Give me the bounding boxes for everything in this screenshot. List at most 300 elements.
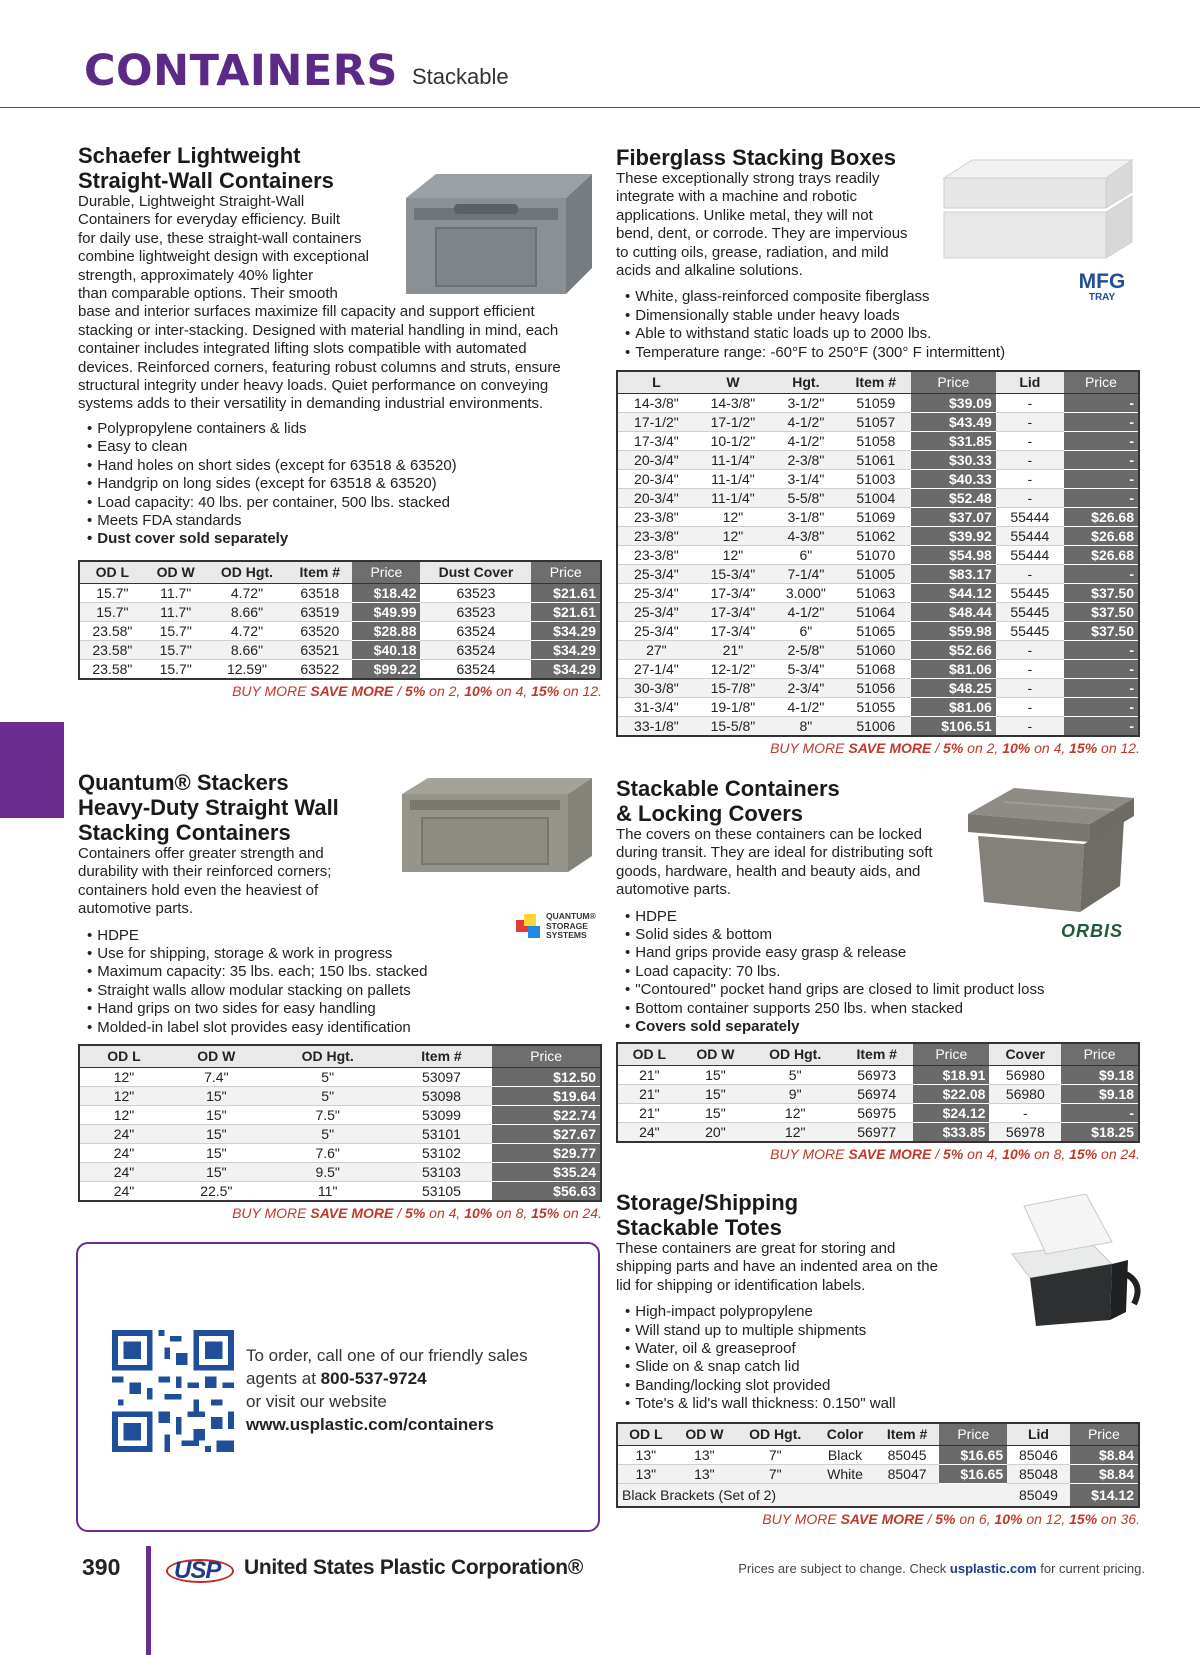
schaefer-title-line2: Straight-Wall Containers [78, 168, 334, 193]
promo-text: SAVE MORE [848, 1145, 932, 1162]
table-cell: 15-5/8" [695, 716, 771, 736]
table-cell: 2-3/4" [771, 678, 841, 697]
table-cell: 17-3/4" [695, 583, 771, 602]
table-cell: 12" [79, 1067, 168, 1086]
desc-line: integrate with a machine and robotic [616, 188, 857, 206]
table-cell: 55444 [996, 545, 1064, 564]
feature-item: • Dimensionally stable under heavy loads [625, 307, 1136, 325]
table-cell: 33-1/8" [617, 716, 695, 736]
table-cell: 24" [79, 1143, 168, 1162]
promo-text: / [923, 1511, 936, 1527]
table-row [617, 1084, 1139, 1103]
promo-text: on 4, [425, 1204, 465, 1221]
feature-item: • Load capacity: 40 lbs. per container, 500 lbs. stacked [87, 494, 600, 512]
bracket-label: Black Brackets (Set of 2) [617, 1483, 1007, 1507]
promo-text: on 2, [425, 682, 465, 699]
feature-item: • High-impact polypropylene [625, 1303, 1136, 1321]
table-cell: 11-1/4" [695, 469, 771, 488]
price-cell: - [1064, 469, 1139, 488]
price-cell: $52.66 [911, 640, 996, 659]
promo-text: 10% [464, 1204, 493, 1221]
table-cell: 30-3/8" [617, 678, 695, 697]
price-cell: $49.99 [352, 602, 420, 621]
table-row [617, 640, 1139, 659]
table-cell: 15.7" [145, 640, 207, 659]
table-cell: 63518 [287, 583, 352, 602]
fiberglass-promo [616, 740, 1140, 756]
col-header: Dust Cover [420, 561, 531, 583]
col-header: Hgt. [771, 371, 841, 393]
desc-line: acids and alkaline solutions. [616, 262, 803, 280]
quantum-title-line3: Stacking Containers [78, 820, 291, 845]
price-cell: $48.44 [911, 602, 996, 621]
desc-line: combine lightweight design with exceptional [78, 248, 370, 266]
table-row [617, 450, 1139, 469]
col-header: OD L [617, 1423, 674, 1445]
table-cell: 53102 [391, 1143, 493, 1162]
col-header: W [695, 371, 771, 393]
table-cell: 15" [681, 1084, 750, 1103]
desc-line: for daily use, these straight-wall containers [78, 229, 362, 247]
price-cell: $22.08 [913, 1084, 989, 1103]
table-cell: 23-3/8" [617, 545, 695, 564]
col-header: OD W [681, 1043, 750, 1065]
promo-text: 15% [1069, 1511, 1098, 1527]
table-cell: 6" [771, 621, 841, 640]
promo-text: / [931, 1145, 944, 1162]
order-website-link[interactable]: www.usplastic.com/containers [246, 1415, 494, 1434]
feature-item: • HDPE [625, 908, 1136, 926]
promo-text: on 12, [1022, 1511, 1070, 1527]
price-cell: $9.18 [1061, 1084, 1139, 1103]
desc-line: during transit. They are ideal for distributing soft [616, 844, 933, 862]
desc-line: stacking or inter-stacking. Designed with material handling in mind, each [78, 321, 559, 339]
table-cell: 13" [674, 1445, 736, 1464]
table-cell: 55445 [996, 621, 1064, 640]
price-cell: $29.77 [492, 1143, 601, 1162]
totes-table-wrap [616, 1422, 1140, 1527]
promo-text: SAVE MORE [840, 1511, 924, 1527]
quantum-logo-mark [514, 912, 544, 942]
desc-line: bend, dent, or corrode. They are impervious [616, 225, 908, 243]
table-cell: 63524 [420, 621, 531, 640]
table-cell: 5" [265, 1086, 391, 1105]
promo-text: 15% [1069, 739, 1098, 756]
table-cell: 19-1/8" [695, 697, 771, 716]
table-cell: 3.000" [771, 583, 841, 602]
desc-line: shipping parts and have an indented area on the [616, 1258, 938, 1276]
price-cell: $40.18 [352, 640, 420, 659]
table-row [617, 1445, 1139, 1464]
table-cell: 5-5/8" [771, 488, 841, 507]
section-tab [0, 722, 64, 818]
col-header: Item # [391, 1045, 493, 1067]
price-cell: $26.68 [1064, 507, 1139, 526]
table-row [79, 1086, 601, 1105]
table-cell: 23-3/8" [617, 507, 695, 526]
price-cell: $18.42 [352, 583, 420, 602]
table-row [617, 678, 1139, 697]
price-cell: - [1064, 431, 1139, 450]
table-cell: 22.5" [168, 1181, 265, 1201]
col-header: OD Hgt. [265, 1045, 391, 1067]
desc-line: than comparable options. Their smooth [78, 285, 338, 303]
table-cell: 15.7" [79, 583, 145, 602]
price-cell: - [1064, 488, 1139, 507]
desc-line: These containers are great for storing and [616, 1240, 896, 1257]
promo-text: SAVE MORE [310, 1204, 394, 1221]
table-row [617, 697, 1139, 716]
table-row [617, 1464, 1139, 1483]
promo-text: 10% [464, 682, 493, 699]
table-cell: 17-3/4" [695, 602, 771, 621]
table-row [617, 393, 1139, 412]
table-cell: 85047 [875, 1464, 940, 1483]
table-cell: 4-1/2" [771, 412, 841, 431]
feature-item: • Straight walls allow modular stacking on pallets [87, 982, 600, 1000]
table-cell: 51065 [841, 621, 911, 640]
feature-item: • Will stand up to multiple shipments [625, 1322, 1136, 1340]
table-row [79, 1143, 601, 1162]
col-header: OD W [168, 1045, 265, 1067]
table-cell: 51070 [841, 545, 911, 564]
desc-line: durability with their reinforced corners; [78, 863, 332, 881]
table-row [79, 583, 601, 602]
table-cell: 25-3/4" [617, 602, 695, 621]
table-row [617, 412, 1139, 431]
quantum-price-table [78, 1044, 602, 1202]
table-cell: 7" [735, 1445, 815, 1464]
table-cell: 5" [265, 1067, 391, 1086]
table-cell: 85048 [1007, 1464, 1070, 1483]
table-cell: 24" [79, 1162, 168, 1181]
table-cell: 63523 [420, 602, 531, 621]
table-row [617, 488, 1139, 507]
page-title: CONTAINERS [84, 46, 398, 96]
table-cell: 15-3/4" [695, 564, 771, 583]
table-row [79, 1124, 601, 1143]
table-cell: 5" [750, 1065, 840, 1084]
table-cell: 24" [617, 1122, 681, 1142]
table-cell: 17-1/2" [617, 412, 695, 431]
feature-item: • Water, oil & greaseproof [625, 1340, 1136, 1358]
logo-text: SYSTEMS [546, 930, 587, 940]
feature-item: • Temperature range: -60°F to 250°F (300° F intermittent) [625, 344, 1136, 362]
table-cell: 15-7/8" [695, 678, 771, 697]
col-header: Color [815, 1423, 874, 1445]
table-cell: 23.58" [79, 659, 145, 679]
col-header: Price [1064, 371, 1139, 393]
order-line: or visit our website [246, 1392, 387, 1411]
desc-line: strength, approximately 40% lighter [78, 266, 314, 284]
table-cell: 4.72" [207, 621, 288, 640]
promo-text: BUY MORE [770, 739, 849, 756]
table-cell: 5" [265, 1124, 391, 1143]
promo-text: 15% [531, 1204, 560, 1221]
table-cell: 10-1/2" [695, 431, 771, 450]
price-cell: $33.85 [913, 1122, 989, 1142]
col-header: OD L [79, 1045, 168, 1067]
usplastic-link[interactable]: usplastic.com [949, 1561, 1037, 1576]
table-cell: 51056 [841, 678, 911, 697]
promo-text: on 36. [1097, 1511, 1140, 1527]
table-cell: 51062 [841, 526, 911, 545]
table-cell: - [996, 488, 1064, 507]
table-cell: 21" [695, 640, 771, 659]
table-cell: - [996, 450, 1064, 469]
feature-item: • "Contoured" pocket hand grips are closed to limit product loss [625, 981, 1136, 999]
price-cell: - [1064, 564, 1139, 583]
table-cell: 20-3/4" [617, 469, 695, 488]
col-header: Price [531, 561, 601, 583]
table-cell: 63522 [287, 659, 352, 679]
table-cell: 24" [79, 1124, 168, 1143]
table-cell: 53099 [391, 1105, 493, 1124]
table-row [79, 621, 601, 640]
table-cell: 15" [168, 1086, 265, 1105]
order-phone[interactable]: 800-537-9724 [320, 1369, 427, 1388]
quantum-logo-text [546, 912, 596, 941]
table-cell: 17-1/2" [695, 412, 771, 431]
col-header: OD L [617, 1043, 681, 1065]
promo-text: SAVE MORE [848, 739, 932, 756]
price-cell: $16.65 [939, 1464, 1007, 1483]
table-cell: 24" [79, 1181, 168, 1201]
desc-line: These exceptionally strong trays readily [616, 170, 880, 187]
table-cell: 23-3/8" [617, 526, 695, 545]
company-name: United States Plastic Corporation® [244, 1556, 583, 1579]
desc-line: Containers for everyday efficiency. Built [78, 211, 341, 229]
desc-line: structural integrity under heavy loads. Quiet performance on conveying [78, 377, 549, 395]
table-cell: 7-1/4" [771, 564, 841, 583]
price-cell: $16.65 [939, 1445, 1007, 1464]
promo-text: BUY MORE [232, 1204, 311, 1221]
price-cell: $40.33 [911, 469, 996, 488]
table-cell: 21" [617, 1103, 681, 1122]
fiberglass-title: Fiberglass Stacking Boxes [616, 145, 896, 170]
price-cell: - [1064, 716, 1139, 736]
table-cell: 14-3/8" [695, 393, 771, 412]
table-cell: 56977 [840, 1122, 913, 1142]
col-header: OD Hgt. [750, 1043, 840, 1065]
table-cell: 51003 [841, 469, 911, 488]
quantum-container-image [398, 776, 594, 876]
orbis-logo: ORBIS [1061, 921, 1124, 941]
desc-line: to cutting oils, grease, radiation, and mild [616, 243, 889, 261]
price-cell: $54.98 [911, 545, 996, 564]
feature-item: • Molded-in label slot provides easy identification [87, 1019, 600, 1037]
table-cell: 3-1/8" [771, 507, 841, 526]
table-cell: 2-5/8" [771, 640, 841, 659]
logo-text: QUANTUM® [546, 911, 596, 921]
table-cell: 55445 [996, 602, 1064, 621]
table-cell: 27" [617, 640, 695, 659]
promo-text: 10% [1002, 739, 1031, 756]
table-cell: 7.6" [265, 1143, 391, 1162]
locking-price-table [616, 1042, 1140, 1143]
col-header: Cover [989, 1043, 1061, 1065]
table-cell: White [815, 1464, 874, 1483]
price-cell: $24.12 [913, 1103, 989, 1122]
quantum-title-line1: Quantum® Stackers [78, 770, 289, 795]
price-cell: $37.50 [1064, 621, 1139, 640]
feature-item: • Hand grips on two sides for easy handling [87, 1000, 600, 1018]
price-cell: - [1064, 412, 1139, 431]
feature-item: • White, glass-reinforced composite fiberglass [625, 288, 1136, 306]
feature-item: • Bottom container supports 250 lbs. when stacked [625, 1000, 1136, 1018]
col-header: Price [492, 1045, 601, 1067]
usp-logo [166, 1556, 236, 1586]
price-cell: $99.22 [352, 659, 420, 679]
price-cell: $37.07 [911, 507, 996, 526]
promo-text: 5% [943, 739, 964, 756]
bracket-item: 85049 [1007, 1483, 1070, 1507]
table-cell: 7.5" [265, 1105, 391, 1124]
table-cell: - [996, 393, 1064, 412]
table-cell: 5-3/4" [771, 659, 841, 678]
table-row [617, 564, 1139, 583]
totes-price-table [616, 1422, 1140, 1508]
col-header: Item # [287, 561, 352, 583]
pricing-note [738, 1561, 1145, 1576]
totes-title-line1: Storage/Shipping [616, 1190, 799, 1215]
feature-item: • Load capacity: 70 lbs. [625, 963, 1136, 981]
table-row [617, 526, 1139, 545]
price-cell: $31.85 [911, 431, 996, 450]
price-cell: $37.50 [1064, 602, 1139, 621]
promo-text: / [393, 1204, 406, 1221]
table-cell: - [996, 431, 1064, 450]
table-cell: - [996, 697, 1064, 716]
price-cell: $8.84 [1070, 1464, 1139, 1483]
promo-text: on 8, [492, 1204, 532, 1221]
table-cell: 31-3/4" [617, 697, 695, 716]
table-row [617, 1483, 1139, 1507]
feature-item: • Polypropylene containers & lids [87, 420, 600, 438]
desc-line: Durable, Lightweight Straight-Wall [78, 193, 305, 210]
price-cell: $81.06 [911, 659, 996, 678]
promo-text: on 4, [1030, 739, 1070, 756]
promo-text: 5% [405, 1204, 426, 1221]
feature-item: • Use for shipping, storage & work in progress [87, 945, 600, 963]
mfg-tray-logo [1062, 272, 1142, 303]
desc-line: containers hold even the heaviest of [78, 881, 319, 899]
col-header: Item # [840, 1043, 913, 1065]
desc-line: lid for shipping or identification labels. [616, 1276, 866, 1294]
feature-item-bold: • Dust cover sold separately [87, 530, 600, 548]
table-row [617, 507, 1139, 526]
usp-logo-text: USP [174, 1557, 221, 1584]
table-cell: 63521 [287, 640, 352, 659]
table-row [617, 469, 1139, 488]
price-cell: $81.06 [911, 697, 996, 716]
table-cell: 51064 [841, 602, 911, 621]
schaefer-features [87, 420, 600, 549]
desc-line: Containers offer greater strength and [78, 845, 324, 862]
price-cell: - [1064, 450, 1139, 469]
col-header: Lid [1007, 1423, 1070, 1445]
table-cell: - [996, 640, 1064, 659]
qr-code-icon[interactable] [112, 1330, 234, 1452]
table-cell: 12" [695, 507, 771, 526]
bracket-price: $14.12 [1070, 1483, 1139, 1507]
totes-promo [616, 1511, 1140, 1527]
price-cell: $30.33 [911, 450, 996, 469]
table-cell: 15" [681, 1103, 750, 1122]
price-cell: $21.61 [531, 602, 601, 621]
table-cell: Black [815, 1445, 874, 1464]
table-cell: 9" [750, 1084, 840, 1103]
feature-item: • Hand grips provide easy grasp & release [625, 944, 1136, 962]
table-cell: 56978 [989, 1122, 1061, 1142]
price-cell: $43.49 [911, 412, 996, 431]
fiberglass-price-table [616, 370, 1140, 737]
table-cell: 13" [674, 1464, 736, 1483]
table-cell: 51006 [841, 716, 911, 736]
feature-item: • Able to withstand static loads up to 2000 lbs. [625, 325, 1136, 343]
table-cell: 13" [617, 1464, 674, 1483]
table-cell: 7" [735, 1464, 815, 1483]
table-cell: 12" [750, 1103, 840, 1122]
table-cell: 11-1/4" [695, 488, 771, 507]
table-cell: 53105 [391, 1181, 493, 1201]
desc-line: systems adds to their versatility in demanding industrial environments. [78, 395, 544, 413]
table-cell: 23.58" [79, 640, 145, 659]
table-row [79, 640, 601, 659]
feature-item: • Meets FDA standards [87, 512, 600, 530]
table-cell: 63524 [420, 659, 531, 679]
price-cell: $21.61 [531, 583, 601, 602]
table-row [79, 602, 601, 621]
table-cell: 3-1/2" [771, 393, 841, 412]
logo-text: MFG [1078, 270, 1126, 293]
table-cell: 8.66" [207, 640, 288, 659]
promo-text: 10% [994, 1511, 1023, 1527]
col-header: OD Hgt. [735, 1423, 815, 1445]
col-header: Price [1061, 1043, 1139, 1065]
table-cell: 2-3/8" [771, 450, 841, 469]
price-cell: $39.92 [911, 526, 996, 545]
order-info-box [76, 1242, 600, 1532]
table-cell: 15" [168, 1124, 265, 1143]
price-cell: - [1064, 697, 1139, 716]
table-cell: 12" [750, 1122, 840, 1142]
table-cell: 9.5" [265, 1162, 391, 1181]
table-cell: 20" [681, 1122, 750, 1142]
promo-text: on 12. [1097, 739, 1140, 756]
col-header: Price [1070, 1423, 1139, 1445]
table-cell: 20-3/4" [617, 450, 695, 469]
price-cell: $28.88 [352, 621, 420, 640]
price-cell: $27.67 [492, 1124, 601, 1143]
price-cell: $106.51 [911, 716, 996, 736]
desc-line: applications. Unlike metal, they will not [616, 206, 873, 224]
totes-title-line2: Stackable Totes [616, 1215, 782, 1240]
price-cell: $35.24 [492, 1162, 601, 1181]
promo-text: / [393, 682, 406, 699]
col-header: Price [939, 1423, 1007, 1445]
table-cell: 51059 [841, 393, 911, 412]
promo-text: 5% [943, 1145, 964, 1162]
quantum-promo [78, 1205, 602, 1221]
table-row [617, 716, 1139, 736]
promo-text: on 4, [963, 1145, 1003, 1162]
promo-text: on 8, [1030, 1145, 1070, 1162]
table-cell: 11.7" [145, 602, 207, 621]
promo-text: 15% [1069, 1145, 1098, 1162]
table-cell: 12" [79, 1086, 168, 1105]
table-cell: 63524 [420, 640, 531, 659]
